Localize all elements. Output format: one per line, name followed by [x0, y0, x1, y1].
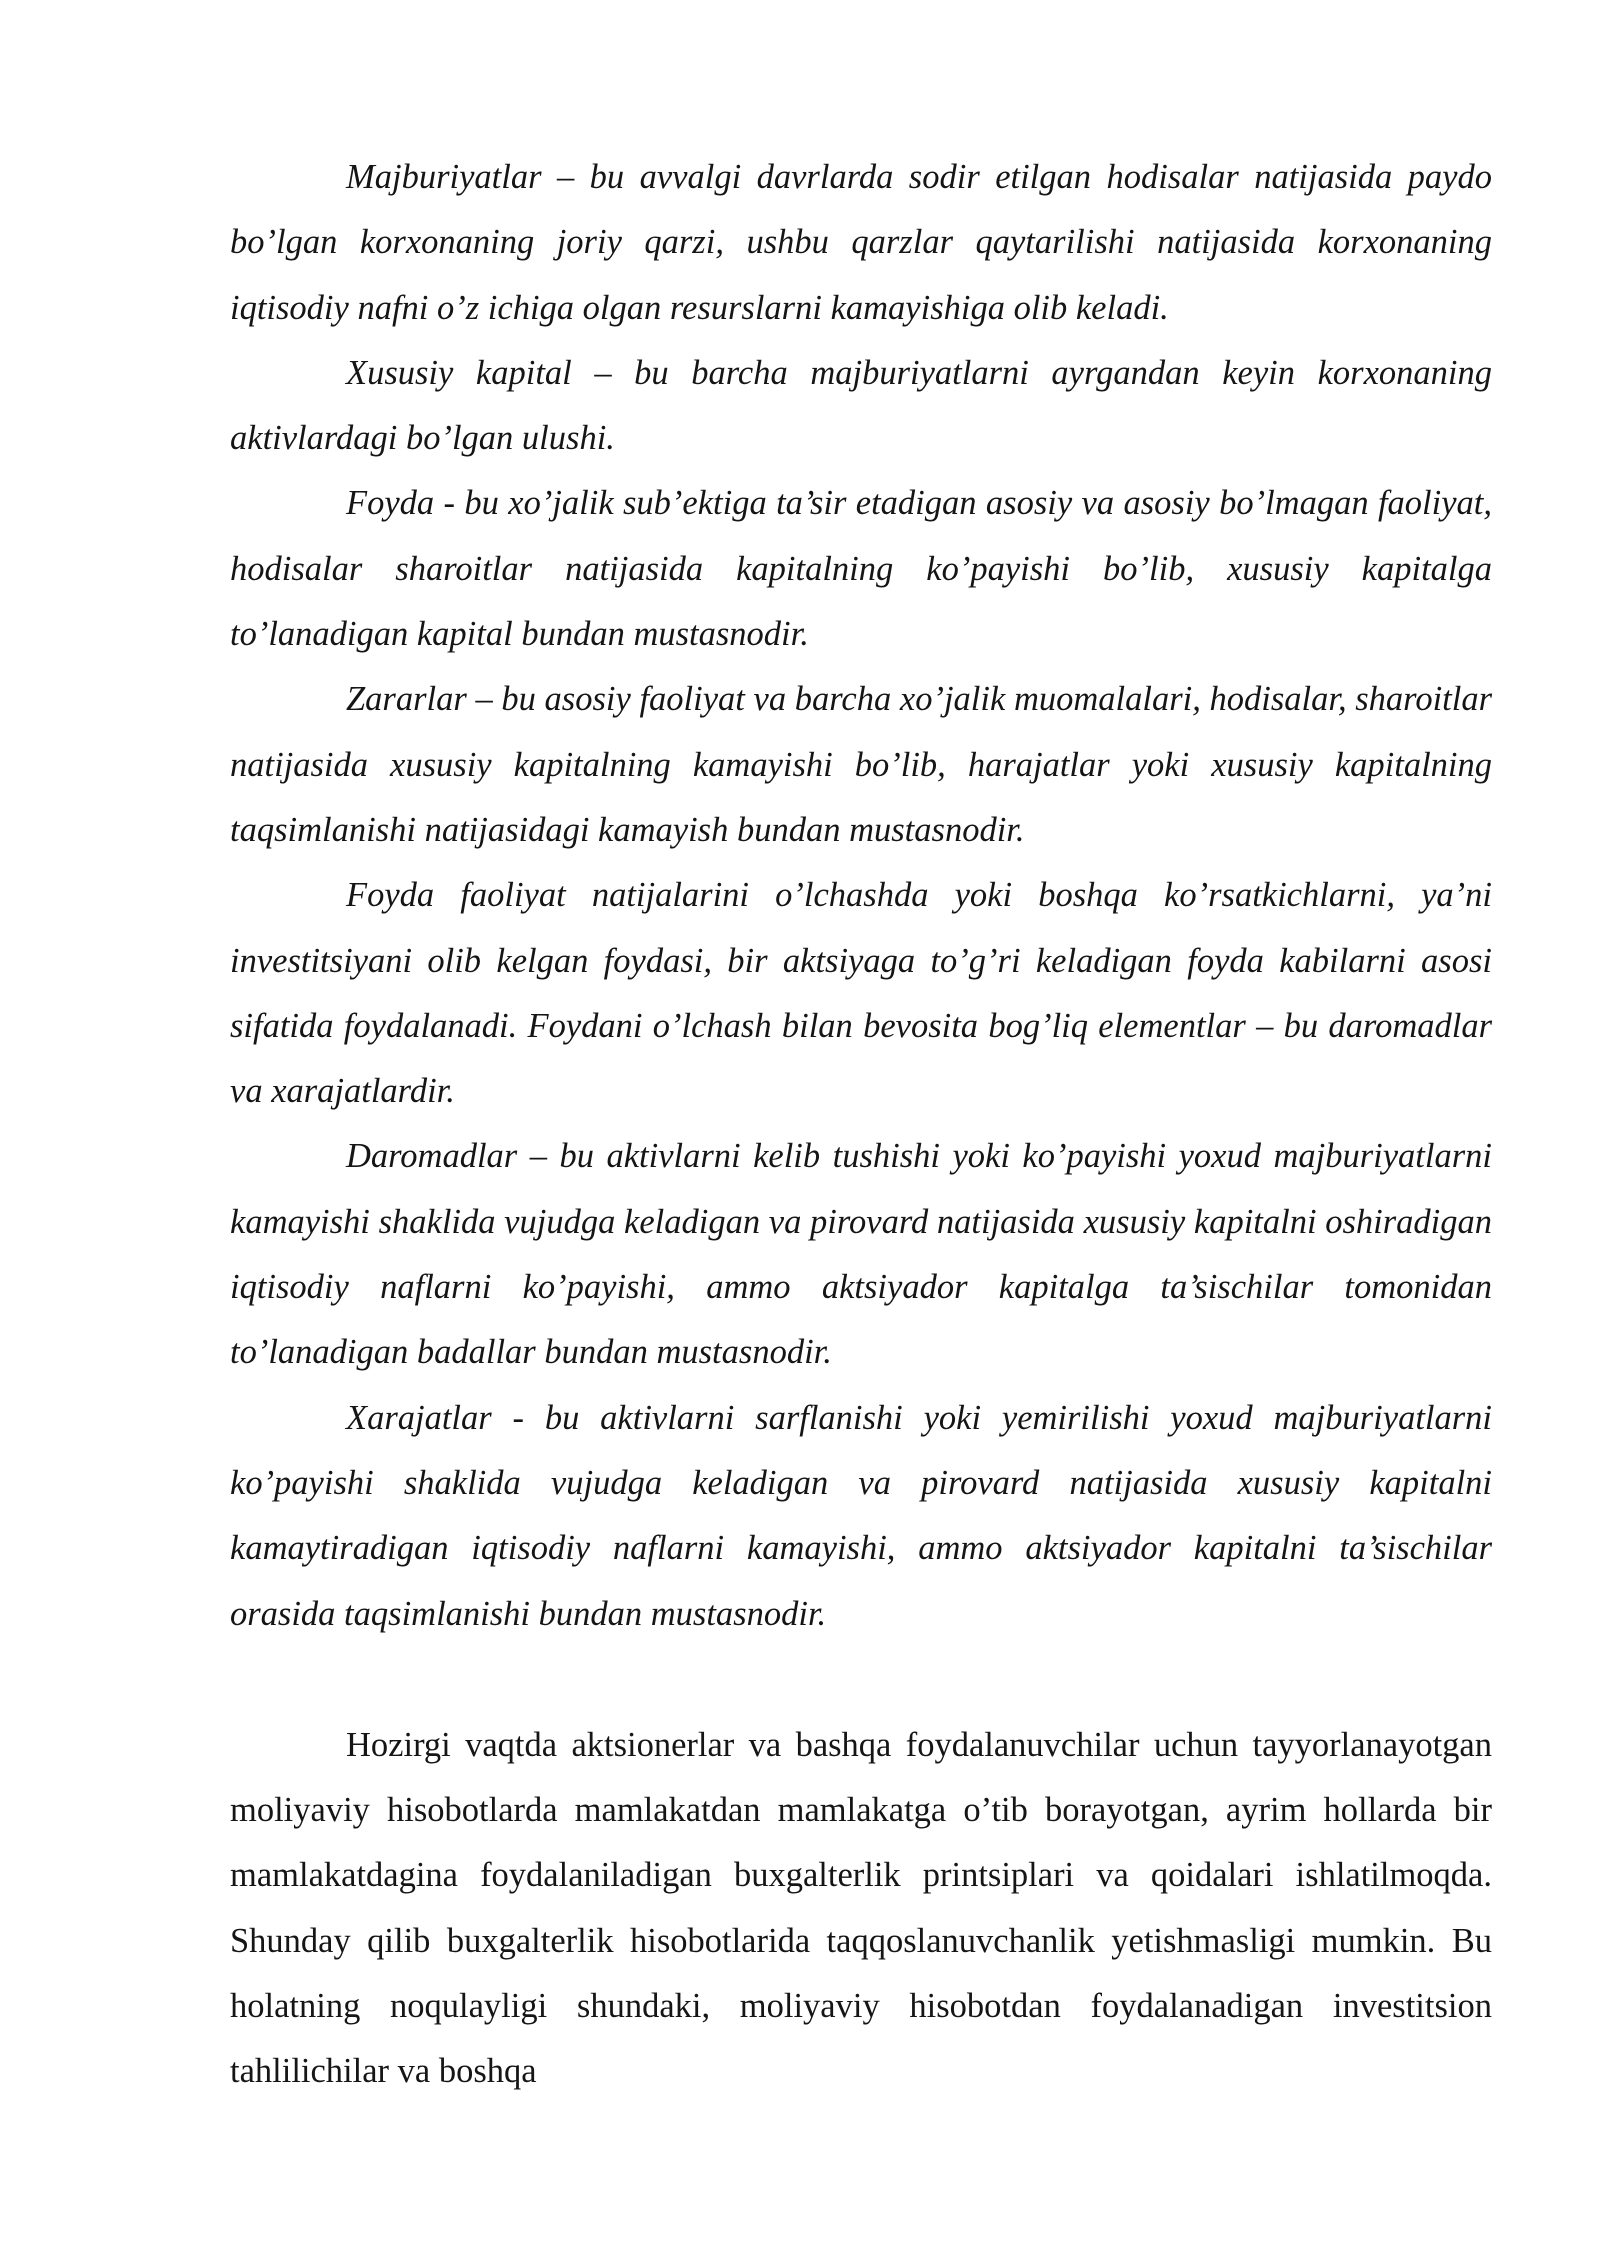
definition-expenses: Xarajatlar - bu aktivlarni sarflanishi yoki yemirilishi yoxud majburiyatlarni ko’payishi shaklida vujudga keladigan va pirovard natijasida xususiy kapitalni kamaytiradigan iqtisodiy naflarni kamayishi, ammo aktsiyador kapitalni ta’sischilar orasida taqsimlanishi bundan mustasnodir. — [230, 1398, 1492, 1633]
definition-equity: Xususiy kapital – bu barcha majburiyatlarni ayrgandan keyin korxonaning aktivlardagi bo’lgan ulushi. — [230, 353, 1492, 458]
definition-profit-usage: Foyda faoliyat natijalarini o’lchashda yoki boshqa ko’rsatkichlarni, ya’ni investitsiyani olib kelgan foydasi, bir aktsiyaga to’g’ri keladigan foyda kabilarni asosi sifatida foydalanadi. Foydani o’lchash bilan bevosita bog’liq elementlar – bu daromadlar va xarajatlardir. — [230, 876, 1492, 1111]
definition-profit: Foyda - bu xo’jalik sub’ektiga ta’sir etadigan asosiy va asosiy bo’lmagan faoliyat, hodisalar sharoitlar natijasida kapitalning ko’payishi bo’lib, xususiy kapitalga to’lanadigan kapital bundan mustasnodir. — [230, 484, 1492, 654]
document-page — [230, 145, 1492, 2105]
definition-liabilities: Majburiyatlar – bu avvalgi davrlarda sodir etilgan hodisalar natijasida paydo bo’lgan korxonaning joriy qarzi, ushbu qarzlar qaytarilishi natijasida korxonaning iqtisodiy nafni o’z ichiga olgan resurslarni kamayishiga olib keladi. — [230, 158, 1492, 327]
definition-income: Daromadlar – bu aktivlarni kelib tushishi yoki ko’payishi yoxud majburiyatlarni kamayishi shaklida vujudga keladigan va pirovard natijasida xususiy kapitalni oshiradigan iqtisodiy naflarni ko’payishi, ammo aktsiyador kapitalga ta’sischilar tomonidan to’lanadigan badallar bundan mustasnodir. — [230, 1137, 1492, 1372]
definition-losses: Zararlar – bu asosiy faoliyat va barcha xo’jalik muomalalari, hodisalar, sharoitlar natijasida xususiy kapitalning kamayishi bo’lib, harajatlar yoki xususiy kapitalning taqsimlanishi natijasidagi kamayish bundan mustasnodir. — [230, 680, 1492, 849]
paragraph-gap — [230, 1647, 1492, 1713]
body-paragraph: Hozirgi vaqtda aktsionerlar va bashqa foydalanuvchilar uchun tayyorlanayotgan moliyaviy hisobotlarda mamlakatdan mamlakatga o’tib borayotgan, ayrim hollarda bir mamlakatdagina foydalaniladigan buxgalterlik printsiplari va qoidalari ishlatilmoqda. Shunday qilib buxgalterlik hisobotlarida taqqoslanuvchanlik yetishmasligi mumkin. Bu holatning noqulayligi shundaki, moliyaviy hisobotdan foydalanadigan investitsion tahlilichilar va boshqa — [230, 1725, 1492, 2091]
